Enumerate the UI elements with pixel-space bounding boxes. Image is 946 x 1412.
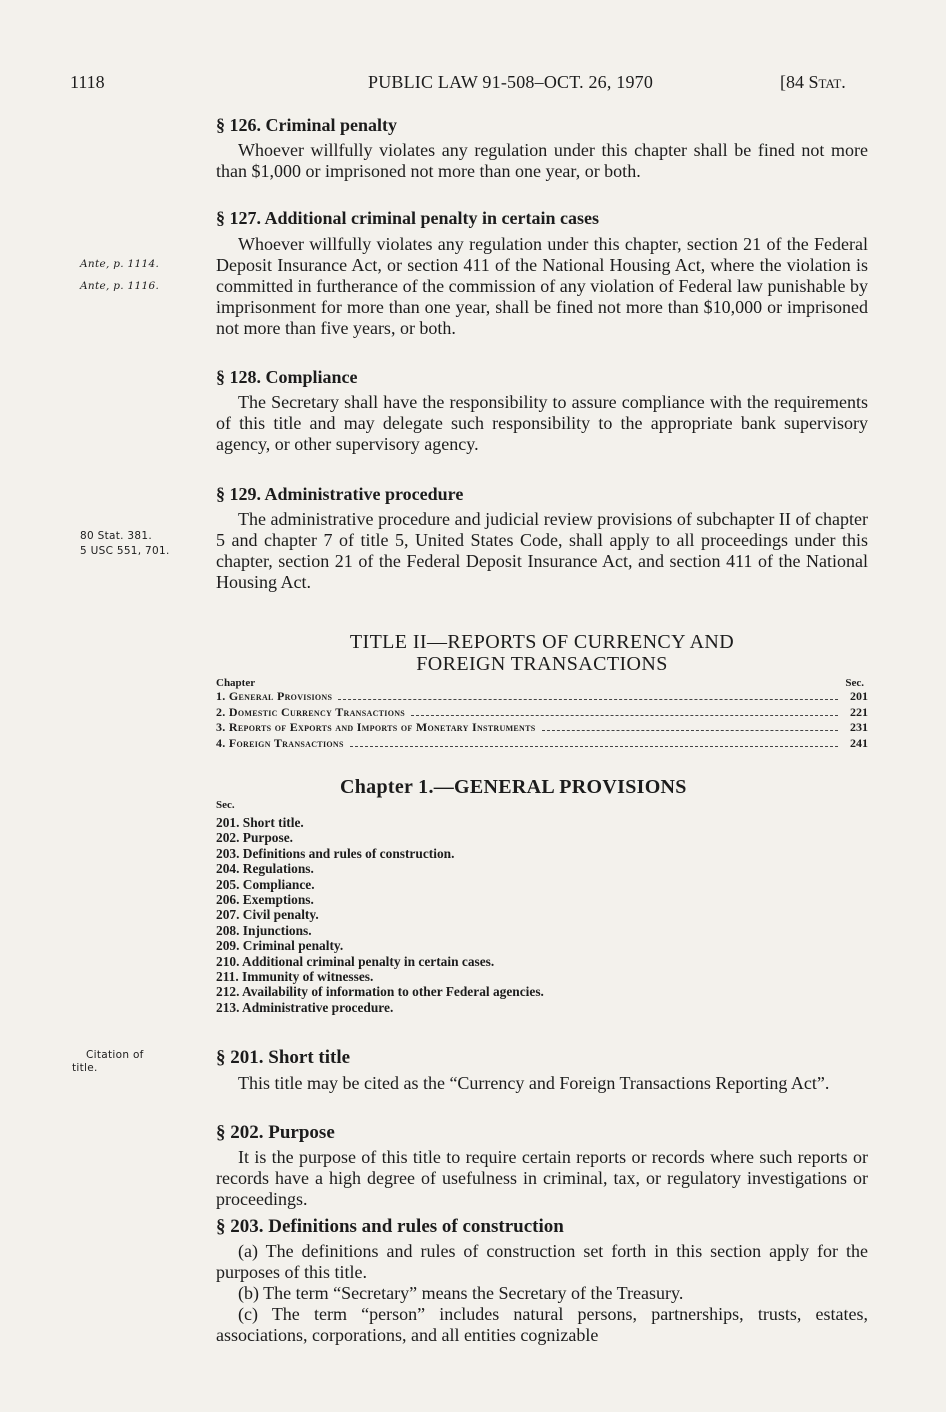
section-126-text: Whoever willfully violates any regulation under this chapter shall be fined not more than $1,000 or imprisoned not more than one year, or both.	[216, 140, 868, 181]
section-list-item: 210. Additional criminal penalty in certain cases.	[216, 953, 495, 969]
statute-label: Stat.	[808, 72, 846, 92]
toc-row-label: 2. Domestic Currency Transactions	[216, 704, 406, 719]
section-list-item: 213. Administrative procedure.	[216, 999, 394, 1015]
section-203-paragraph-c: (c) The term “person” includes natural persons, partnerships, trusts, estates, associations, corporations, and all entities cognizable	[216, 1304, 868, 1345]
toc-leader	[411, 706, 838, 716]
title-ii-line-2: FOREIGN TRANSACTIONS	[416, 653, 668, 675]
section-list-item: 204. Regulations.	[216, 861, 314, 877]
section-list-item: 208. Injunctions.	[216, 922, 312, 938]
section-129-heading: § 129. Administrative procedure	[216, 484, 464, 504]
section-list-item: 203. Definitions and rules of construction.	[216, 845, 455, 861]
running-title: PUBLIC LAW 91-508–OCT. 26, 1970	[368, 72, 654, 92]
margin-note-citation	[72, 1049, 144, 1075]
margin-note-citation-line-2: title.	[72, 1062, 98, 1074]
section-203-paragraph-b: (b) The term “Secretary” means the Secretary of the Treasury.	[238, 1283, 684, 1303]
margin-note-ante-1114	[80, 258, 159, 271]
chapter-1-section-list	[216, 815, 544, 1015]
chapter-table-of-contents	[216, 677, 868, 751]
margin-note-ante-1116	[80, 280, 159, 293]
section-list-item: 201. Short title.	[216, 815, 304, 830]
statute-volume-number: [84	[780, 72, 804, 92]
section-201-heading: § 201. Short title	[216, 1047, 351, 1068]
section-list-item: 206. Exemptions.	[216, 892, 314, 908]
toc-row-label: 1. General Provisions	[216, 689, 333, 703]
toc-row-sec: 231	[850, 720, 868, 734]
toc-row-sec: 201	[850, 689, 868, 703]
toc-leader	[338, 690, 838, 700]
section-list-item: 211. Immunity of witnesses.	[216, 969, 374, 985]
margin-note-usc: 5 USC 551, 701.	[80, 545, 170, 557]
section-202-heading: § 202. Purpose	[216, 1122, 335, 1143]
toc-row-label: 4. Foreign Transactions	[216, 735, 344, 750]
section-list-item: 207. Civil penalty.	[216, 907, 319, 923]
section-203-paragraph-a: (a) The definitions and rules of construction set forth in this section apply for the purposes of this title.	[216, 1241, 868, 1282]
toc-row-sec: 241	[850, 735, 868, 750]
toc-row	[216, 689, 868, 705]
section-129-text: The administrative procedure and judicial review provisions of subchapter II of chapter 5 and chapter 7 of title 5, United States Code, shall apply to all proceedings under this chapter, section 21 of the Federal Deposit Insurance Act, and section 411 of the National Housing Act.	[216, 509, 868, 592]
section-list-item: 202. Purpose.	[216, 830, 293, 846]
title-ii-heading	[216, 631, 868, 675]
section-list-item: 209. Criminal penalty.	[216, 938, 344, 954]
section-list-item: 212. Availability of information to other Federal agencies.	[216, 984, 544, 1000]
toc-row	[216, 720, 868, 736]
page-number: 1118	[70, 72, 105, 92]
section-126-heading: § 126. Criminal penalty	[216, 115, 398, 135]
margin-note-ante-1116-text: Ante, p. 1116.	[80, 280, 160, 292]
title-ii-line-1: TITLE II—REPORTS OF CURRENCY AND	[349, 631, 735, 653]
page-header	[0, 72, 946, 96]
section-202-text: It is the purpose of this title to require certain reports or records where such reports or records have a high degree of usefulness in criminal, tax, or regulatory investigations or proceedings.	[216, 1147, 868, 1209]
section-203-heading: § 203. Definitions and rules of construction	[216, 1216, 564, 1237]
section-127-heading: § 127. Additional criminal penalty in certain cases	[216, 208, 600, 228]
section-128-heading: § 128. Compliance	[216, 367, 358, 387]
statute-volume	[780, 72, 846, 93]
chapter-1-title: Chapter 1.—GENERAL PROVISIONS	[340, 776, 687, 798]
section-list-item: 205. Compliance.	[216, 876, 315, 892]
section-128-text: The Secretary shall have the responsibility to assure compliance with the requirements of this title and may delegate such responsibility to the appropriate bank supervisory agency, or other supervisory agency.	[216, 392, 868, 454]
section-127-text: Whoever willfully violates any regulation under this chapter, section 21 of the Federal Deposit Insurance Act, or section 411 of the National Housing Act, where the violation is committed in furtherance of the commission of any violation of Federal law punishable by imprisonment for more than one year, shall be fined not more than $10,000 or imprisoned not more than five years, or both.	[216, 234, 868, 338]
chapter-1-sec-label: Sec.	[216, 799, 235, 811]
margin-note-ante-1114-text: Ante, p. 1114.	[80, 258, 160, 270]
toc-col-chapter: Chapter	[216, 677, 256, 689]
toc-col-sec: Sec.	[845, 677, 864, 689]
toc-row	[216, 705, 868, 721]
toc-leader	[350, 737, 838, 747]
toc-row-sec: 221	[850, 704, 868, 719]
toc-row	[216, 736, 868, 752]
toc-leader	[542, 721, 838, 731]
toc-header	[216, 677, 868, 689]
margin-note-stat-381: 80 Stat. 381.	[80, 530, 152, 542]
section-201-text: This title may be cited as the “Currency and Foreign Transactions Reporting Act”.	[238, 1073, 830, 1093]
margin-note-citation-line-1: Citation of	[86, 1049, 144, 1061]
toc-row-label: 3. Reports of Exports and Imports of Monetary Instruments	[216, 720, 536, 734]
